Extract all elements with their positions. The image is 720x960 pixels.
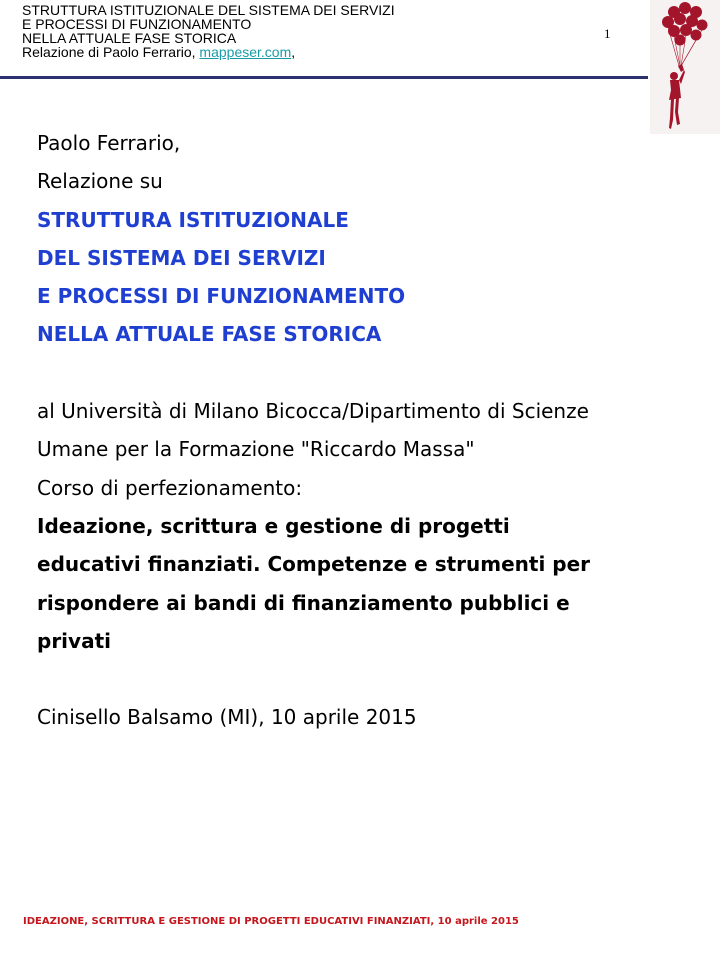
title-line-4: NELLA ATTUALE FASE STORICA	[37, 322, 382, 347]
place-and-date: Cinisello Balsamo (MI), 10 aprile 2015	[37, 705, 417, 730]
running-header	[22, 3, 582, 59]
author-name: Paolo Ferrario,	[37, 131, 181, 155]
course-title-line-2: educativi finanziati. Competenze e strumenti per	[37, 552, 591, 577]
course-title-line-4: privati	[37, 628, 111, 653]
header-comma: ,	[291, 44, 296, 60]
course-title-line-1: Ideazione, scrittura e gestione di progetti	[37, 513, 510, 538]
page-number: 1	[604, 26, 611, 41]
course-title-line-3: rispondere ai bandi di finanziamento pubblici e	[37, 590, 570, 615]
course-label: Corso di perfezionamento:	[37, 475, 303, 500]
footer-text: IDEAZIONE, SCRITTURA E GESTIONE DI PROGETTI EDUCATIVI FINANZIATI, 10 aprile 2015	[23, 916, 519, 927]
venue-line-1: al Università di Milano Bicocca/Dipartimento di Scienze	[37, 399, 589, 424]
header-line-2: E PROCESSI DI FUNZIONAMENTO	[22, 16, 252, 32]
header-line-4	[22, 45, 582, 59]
title-line-3: E PROCESSI DI FUNZIONAMENTO	[37, 284, 406, 309]
intro-text: Relazione su	[37, 169, 163, 194]
header-author: Relazione di Paolo Ferrario,	[22, 44, 200, 60]
title-line-2: DEL SISTEMA DEI SERVIZI	[37, 245, 326, 270]
header-divider	[0, 76, 648, 79]
mappeser-link[interactable]: mappeser.com	[199, 44, 292, 60]
slide-body	[37, 124, 677, 737]
spacer	[37, 354, 677, 392]
header-line-3: NELLA ATTUALE FASE STORICA	[22, 30, 237, 46]
title-line-1: STRUTTURA ISTITUZIONALE	[37, 207, 349, 232]
spacer	[37, 660, 677, 698]
venue-line-2: Umane per la Formazione "Riccardo Massa"	[37, 437, 475, 462]
header-line-1: STRUTTURA ISTITUZIONALE DEL SISTEMA DEI SERVIZI	[22, 2, 395, 18]
girl-with-balloons-icon	[650, 0, 720, 134]
